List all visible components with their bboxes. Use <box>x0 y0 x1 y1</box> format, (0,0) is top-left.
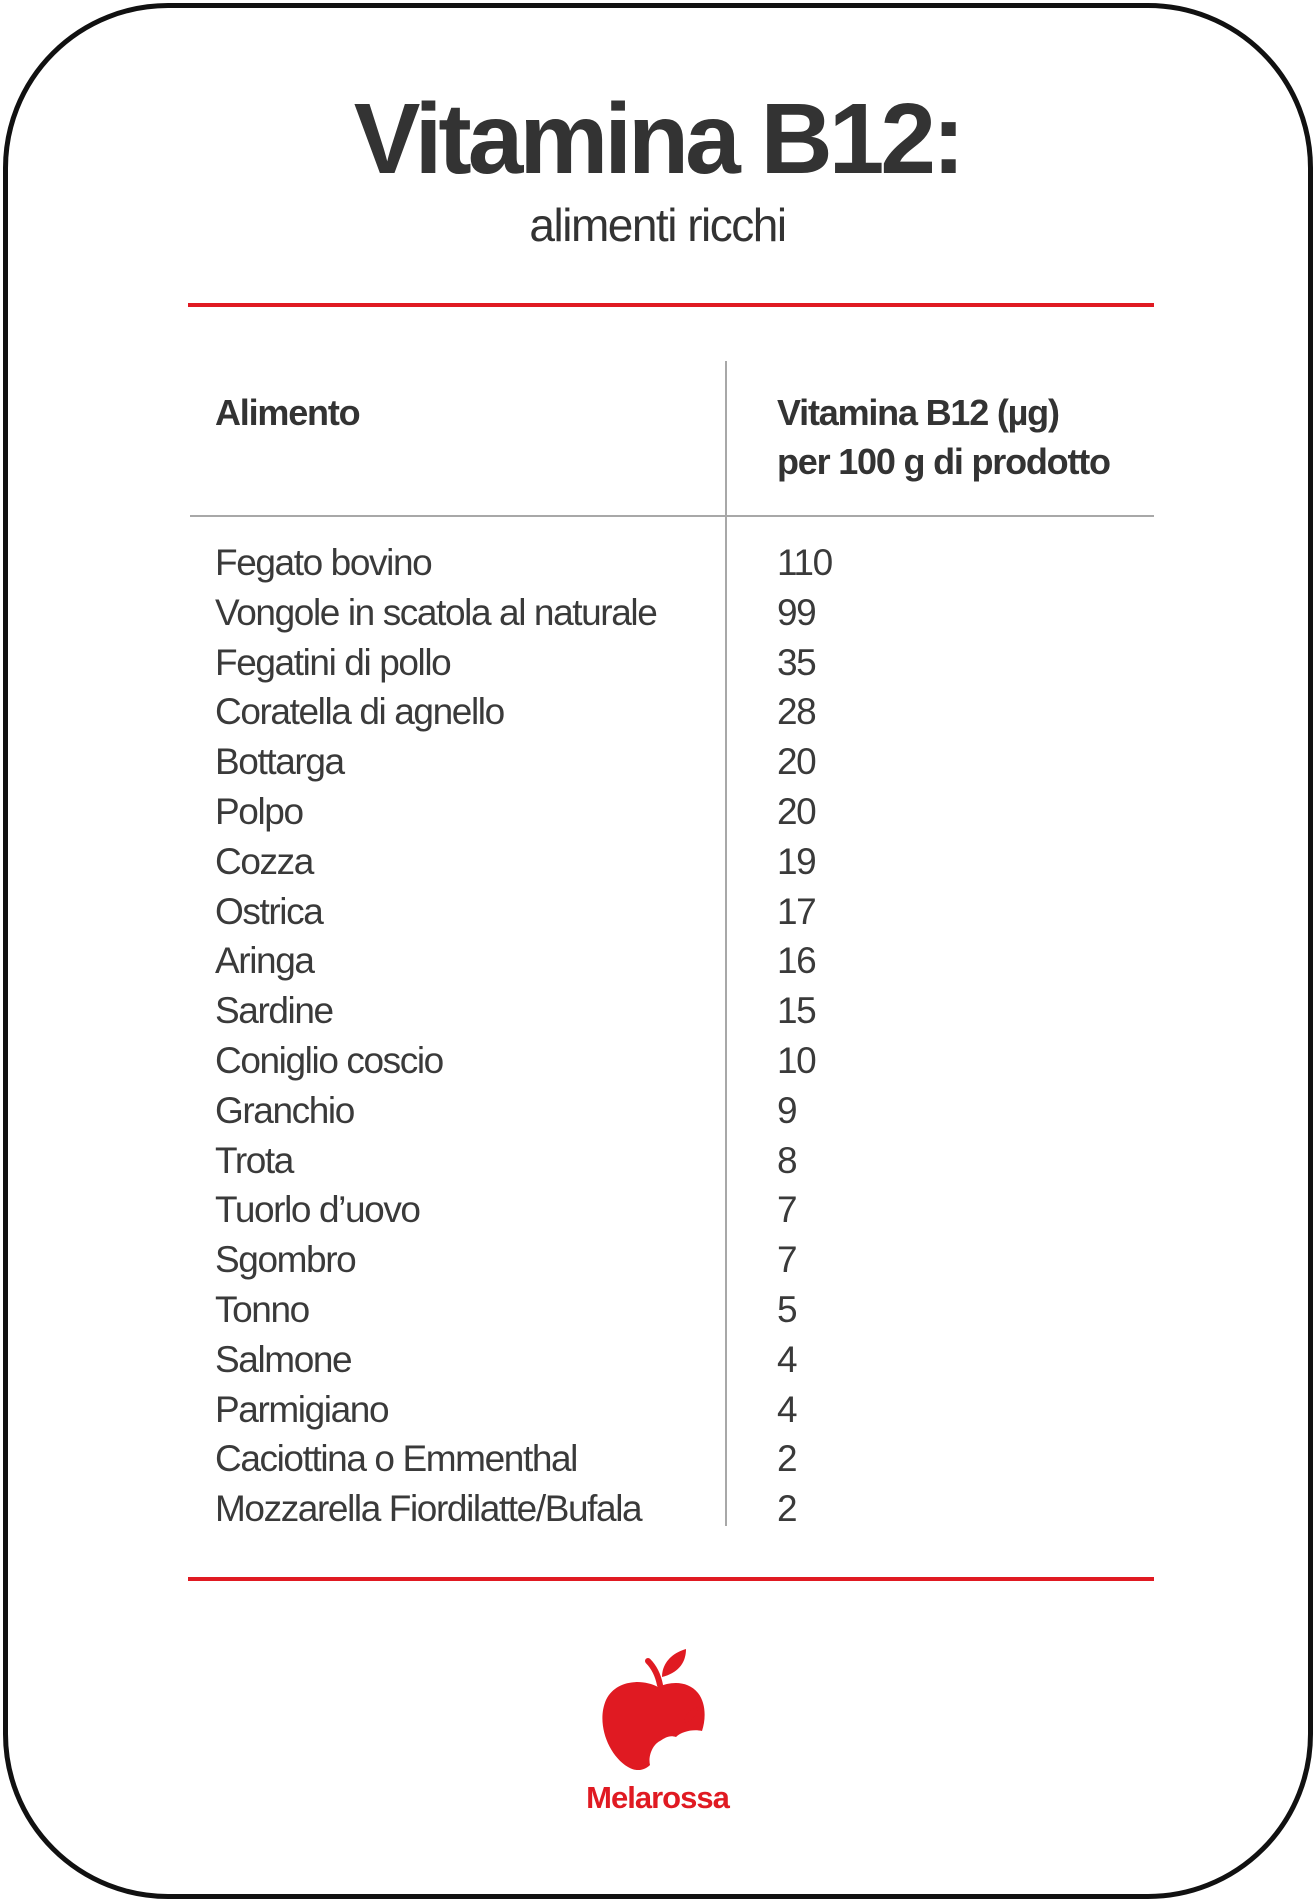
table-row <box>0 1434 1315 1484</box>
food-name: Coratella di agnello <box>215 691 504 733</box>
brand-name: Melarossa <box>586 1780 729 1815</box>
b12-value: 8 <box>777 1139 797 1181</box>
b12-value: 2 <box>777 1488 797 1530</box>
food-name: Sgombro <box>215 1239 356 1281</box>
food-name: Trota <box>215 1139 293 1181</box>
b12-value: 20 <box>777 741 816 783</box>
food-name: Bottarga <box>215 741 344 783</box>
b12-value: 99 <box>777 591 816 633</box>
table-row <box>0 737 1315 787</box>
table-row <box>0 638 1315 688</box>
b12-value: 9 <box>777 1089 797 1131</box>
food-name: Salmone <box>215 1338 352 1380</box>
table-row <box>0 1036 1315 1086</box>
b12-value: 19 <box>777 840 816 882</box>
food-name: Aringa <box>215 940 314 982</box>
table-row <box>0 1185 1315 1235</box>
table-row <box>0 1484 1315 1534</box>
b12-value: 10 <box>777 1039 816 1081</box>
column-header-food: Alimento <box>215 392 360 433</box>
table-row <box>0 588 1315 638</box>
b12-value: 28 <box>777 691 816 733</box>
food-name: Parmigiano <box>215 1388 389 1430</box>
apple-logo-icon <box>598 1645 718 1775</box>
bottom-divider <box>188 1577 1154 1581</box>
table-row <box>0 687 1315 737</box>
food-name: Cozza <box>215 840 313 882</box>
table-row <box>0 986 1315 1036</box>
b12-value: 7 <box>777 1239 797 1281</box>
food-name: Coniglio coscio <box>215 1039 443 1081</box>
food-name: Tuorlo d’uovo <box>215 1189 420 1231</box>
table-row <box>0 936 1315 986</box>
column-header-b12 <box>777 388 1110 486</box>
table-row <box>0 1335 1315 1385</box>
header-divider <box>190 515 1154 517</box>
food-name: Sardine <box>215 990 333 1032</box>
table-row <box>0 1136 1315 1186</box>
table-row <box>0 787 1315 837</box>
table-row <box>0 1385 1315 1435</box>
b12-value: 2 <box>777 1438 797 1480</box>
food-name: Polpo <box>215 790 303 832</box>
food-name: Granchio <box>215 1089 354 1131</box>
page-subtitle: alimenti ricchi <box>529 199 786 251</box>
table-row <box>0 837 1315 887</box>
food-name: Mozzarella Fiordilatte/Bufala <box>215 1488 642 1530</box>
food-name: Fegatini di pollo <box>215 641 451 683</box>
table-row <box>0 1086 1315 1136</box>
b12-value: 35 <box>777 641 816 683</box>
b12-value: 17 <box>777 890 816 932</box>
b12-value: 4 <box>777 1388 797 1430</box>
table-row <box>0 1235 1315 1285</box>
page-title: Vitamina B12: <box>353 83 962 195</box>
table-row <box>0 887 1315 937</box>
b12-value: 15 <box>777 990 816 1032</box>
table-row <box>0 1285 1315 1335</box>
food-name: Caciottina o Emmenthal <box>215 1438 577 1480</box>
b12-value: 5 <box>777 1288 797 1330</box>
food-table-body <box>0 538 1315 1534</box>
top-divider <box>188 303 1154 307</box>
food-name: Fegato bovino <box>215 542 432 583</box>
b12-value: 4 <box>777 1338 797 1380</box>
b12-value: 7 <box>777 1189 797 1231</box>
table-row <box>0 538 1315 588</box>
food-name: Tonno <box>215 1288 309 1330</box>
food-name: Ostrica <box>215 890 323 932</box>
column-header-b12-line1: Vitamina B12 (µg) <box>777 392 1059 433</box>
food-name: Vongole in scatola al naturale <box>215 591 657 633</box>
b12-value: 16 <box>777 940 816 982</box>
column-header-b12-line2: per 100 g di prodotto <box>777 441 1110 482</box>
b12-value: 20 <box>777 790 816 832</box>
b12-value: 110 <box>777 542 832 583</box>
